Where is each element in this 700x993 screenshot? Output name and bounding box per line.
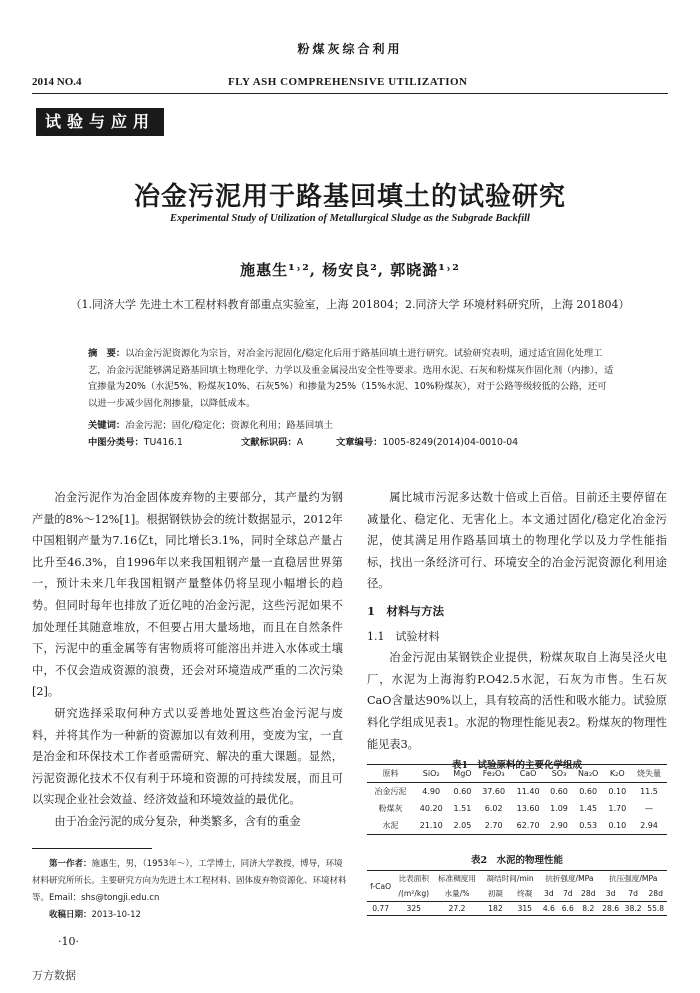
right-column bbox=[367, 487, 667, 777]
table-cell: 62.70 bbox=[516, 821, 540, 830]
table-cell: 8.2 bbox=[582, 904, 595, 913]
table-header: 28d bbox=[648, 889, 663, 898]
table-cell: 4.6 bbox=[542, 904, 555, 913]
table-header: 原料 bbox=[382, 769, 399, 778]
table-cell: 0.10 bbox=[608, 821, 627, 830]
table-header: /(m²/kg) bbox=[398, 889, 430, 898]
table-cell: 182 bbox=[488, 904, 503, 913]
body-paragraph: 由于冶金污泥的成分复杂，种类繁多，含有的重金 bbox=[54, 814, 301, 828]
table-cell: 27.2 bbox=[448, 904, 466, 913]
table-header: 7d bbox=[628, 889, 638, 898]
section-heading: 1 材料与方法 bbox=[367, 603, 445, 618]
subsection-heading: 1.1 试验材料 bbox=[367, 629, 440, 643]
table-cell: 37.60 bbox=[482, 787, 506, 796]
table-cell: 2.90 bbox=[550, 821, 568, 830]
table-chemical-composition bbox=[367, 764, 667, 835]
watermark: 万方数据 bbox=[32, 969, 76, 982]
table-header: 28d bbox=[581, 889, 596, 898]
abstract-text: 以冶金污泥资源化为宗旨，对冶金污泥固化/稳定化后用于路基回填土进行研究。试验研究表明，通过适宜固化处理工艺，冶金污泥能够满足路基回填土物理化学、力学以及重金属浸出安全性等要求。选用水泥、石灰和粉煤灰作固化剂（内掺），适宜掺量为20%（水泥5%、粉煤灰10%、石灰5%）和掺量为25%（15%水泥、10%粉煤灰），对于公路等级较低的公路，还可以进一步减少固化剂掺量，以降低成本。 bbox=[88, 348, 614, 409]
table-cell: 0.60 bbox=[550, 787, 568, 796]
table-cell: 0.53 bbox=[579, 821, 598, 830]
table-header: K₂O bbox=[609, 769, 625, 778]
left-column bbox=[32, 487, 343, 833]
table-cell: 1.51 bbox=[453, 804, 472, 813]
keywords bbox=[88, 417, 333, 431]
clc-code: TU416.1 bbox=[143, 437, 183, 448]
author-note: 施惠生，男，（1953年～），工学博士，同济大学教授，博导，环境材料研究所所长。主要研究方向为先进土木工程材料、固体废弃物资源化、环境材料等。Email：shs@tongji.edu.cn bbox=[32, 859, 347, 903]
table-cell: 325 bbox=[406, 904, 421, 913]
table-cell: 40.20 bbox=[419, 804, 443, 813]
article-title: 冶金污泥用于路基回填土的试验研究 bbox=[133, 182, 566, 212]
table-row bbox=[367, 817, 667, 835]
table-header: MgO bbox=[453, 769, 472, 778]
authors: 施惠生¹˒², 杨安良², 郭晓潞¹˒² bbox=[240, 261, 460, 279]
table-cell: 13.60 bbox=[516, 804, 540, 813]
doc-code-label: 文献标识码： bbox=[240, 437, 297, 448]
table-header: f-CaO bbox=[367, 871, 394, 902]
affiliations: （1.同济大学 先进土木工程材料教育部重点实验室，上海 201804；2.同济大学 环境材料研究所，上海 201804） bbox=[70, 298, 630, 311]
table-header: 烧失量 bbox=[636, 769, 661, 778]
table-cell: 0.60 bbox=[453, 787, 472, 796]
article-no: 1005-8249(2014)04-0010-04 bbox=[382, 437, 519, 448]
table-header: Na₂O bbox=[577, 769, 599, 778]
table-header: 凝结时间/min bbox=[486, 874, 534, 883]
table-cell: 38.2 bbox=[624, 904, 642, 913]
table-header: 终凝 bbox=[517, 889, 533, 898]
table-cell: 1.09 bbox=[550, 804, 568, 813]
table-header: 抗折强度/MPa bbox=[545, 874, 594, 883]
table-cell: 1.45 bbox=[579, 804, 598, 813]
abstract-label: 摘 要： bbox=[88, 348, 126, 359]
table-header: 比表面积 bbox=[398, 874, 429, 883]
table-row bbox=[367, 902, 667, 916]
year-issue: 2014 NO.4 bbox=[32, 76, 82, 88]
keywords-text: 冶金污泥；固化/稳定化；资源化利用；路基回填土 bbox=[125, 420, 333, 431]
table-cell: 11.5 bbox=[640, 787, 658, 796]
table-cell: 水泥 bbox=[382, 821, 399, 830]
table-cell: 21.10 bbox=[419, 821, 443, 830]
doc-code: A bbox=[296, 437, 304, 448]
body-paragraph: 研究选择采取何种方式以妥善地处置这些冶金污泥与废料，并将其作为一种新的资源加以有效利用，变废为宝，一直是冶金和环保技术工作者亟需研究、解决的重大课题。显然，污泥资源化技术不仅有利于环境和资源的可持续发展，而且可以实现企业社会效益、经济效益和环境效益的最优化。 bbox=[32, 706, 343, 807]
table-cell: 28.6 bbox=[602, 904, 620, 913]
journal-name-cn: 粉煤灰综合利用 bbox=[297, 42, 403, 56]
clc-label: 中图分类号： bbox=[88, 437, 144, 448]
header-rule bbox=[32, 93, 668, 94]
article-title-en: Experimental Study of Utilization of Metallurgical Sludge as the Subgrade Backfill bbox=[170, 213, 530, 224]
table-cement-properties bbox=[367, 870, 667, 916]
table-header: 水量/% bbox=[444, 889, 470, 898]
body-paragraph: 冶金污泥由某钢铁企业提供，粉煤灰取自上海吴泾火电厂，水泥为上海海豹P.O42.5水泥，石灰为市售。生石灰CaO含量达90%以上，具有较高的活性和吸水能力。试验原料化学组成见表1。水泥的物理性能见表2。粉煤灰的物理性能见表3。 bbox=[367, 651, 667, 751]
table-row bbox=[367, 800, 667, 817]
page-number: ·10· bbox=[58, 935, 79, 948]
table-header: 7d bbox=[562, 889, 573, 898]
table-header: 抗压强度/MPa bbox=[608, 874, 658, 883]
table-header: 标准稠度用 bbox=[438, 874, 476, 883]
body-paragraph: 属比城市污泥多达数十倍或上百倍。目前还主要停留在减量化、稳定化、无害化上。本文通过固化/稳定化冶金污泥，使其满足用作路基回填土的物理化学以及力学性能指标，找出一条经济可行、环境安全的冶金污泥资源化利用途径。 bbox=[367, 491, 667, 591]
table-cell: 4.90 bbox=[422, 787, 441, 796]
abstract bbox=[88, 346, 614, 412]
table-cell: 2.05 bbox=[453, 821, 472, 830]
table-cell: 1.70 bbox=[608, 804, 627, 813]
table-cell: 315 bbox=[517, 904, 532, 913]
author-note-label: 第一作者： bbox=[49, 859, 92, 869]
table-cell: 0.77 bbox=[372, 904, 390, 913]
table-cell: 2.94 bbox=[640, 821, 658, 830]
table-header: Fe₂O₃ bbox=[482, 769, 505, 778]
table-cell: — bbox=[644, 804, 653, 813]
table-row bbox=[367, 783, 667, 801]
keywords-label: 关键词： bbox=[88, 420, 126, 431]
received-date: 2013-10-12 bbox=[91, 910, 141, 920]
table-header: 初凝 bbox=[487, 889, 504, 898]
classification-line bbox=[88, 434, 518, 448]
article-no-label: 文章编号： bbox=[335, 437, 383, 448]
table2-caption: 表2 水泥的物理性能 bbox=[470, 855, 564, 866]
table-cell: 55.8 bbox=[647, 904, 665, 913]
table1-caption: 表1 试验原料的主要化学组成 bbox=[451, 760, 583, 772]
table-header: SiO₂ bbox=[422, 769, 440, 778]
table-cell: 6.02 bbox=[484, 804, 503, 813]
table-cell: 粉煤灰 bbox=[378, 804, 403, 813]
table-cell: 11.40 bbox=[516, 787, 540, 796]
section-label: 试验与应用 bbox=[36, 108, 164, 136]
table-header: SO₃ bbox=[551, 769, 567, 778]
table-cell: 冶金污泥 bbox=[374, 787, 407, 796]
body-paragraph: 冶金污泥作为冶金固体废弃物的主要部分，其产量约为钢产量的8%～12%[1]。根据钢铁协会的统计数据显示，2012年中国粗钢产量为7.16亿t，同比增长3.1%，同时全球总产量占比升至46.3%，自1996年以来我国粗钢产量一直稳居世界第一，预计未来几年我国粗钢产量整体仍将呈现小幅增长的趋势。但同时每年也排放了近亿吨的冶金污泥，这些污泥如果不加处理任其随意堆放，不但要占用大量场地，而且在自然条件下，污泥中的重金属等有害物质将可能溶出并进入水体或土壤中，不仅会造成资源的浪费，还会对环境造成严重的二次污染[2]。 bbox=[32, 491, 343, 699]
table-header: 3d bbox=[605, 889, 616, 898]
table-header: CaO bbox=[519, 769, 537, 778]
table-cell: 0.10 bbox=[608, 787, 627, 796]
footnote bbox=[32, 856, 348, 924]
footnote-rule bbox=[32, 848, 152, 849]
table-cell: 6.6 bbox=[561, 904, 574, 913]
received-label: 收稿日期： bbox=[49, 910, 92, 920]
table-cell: 0.60 bbox=[579, 787, 598, 796]
table-cell: 2.70 bbox=[484, 821, 503, 830]
table-header: 3d bbox=[544, 889, 554, 898]
journal-name-en: FLY ASH COMPREHENSIVE UTILIZATION bbox=[228, 76, 468, 88]
